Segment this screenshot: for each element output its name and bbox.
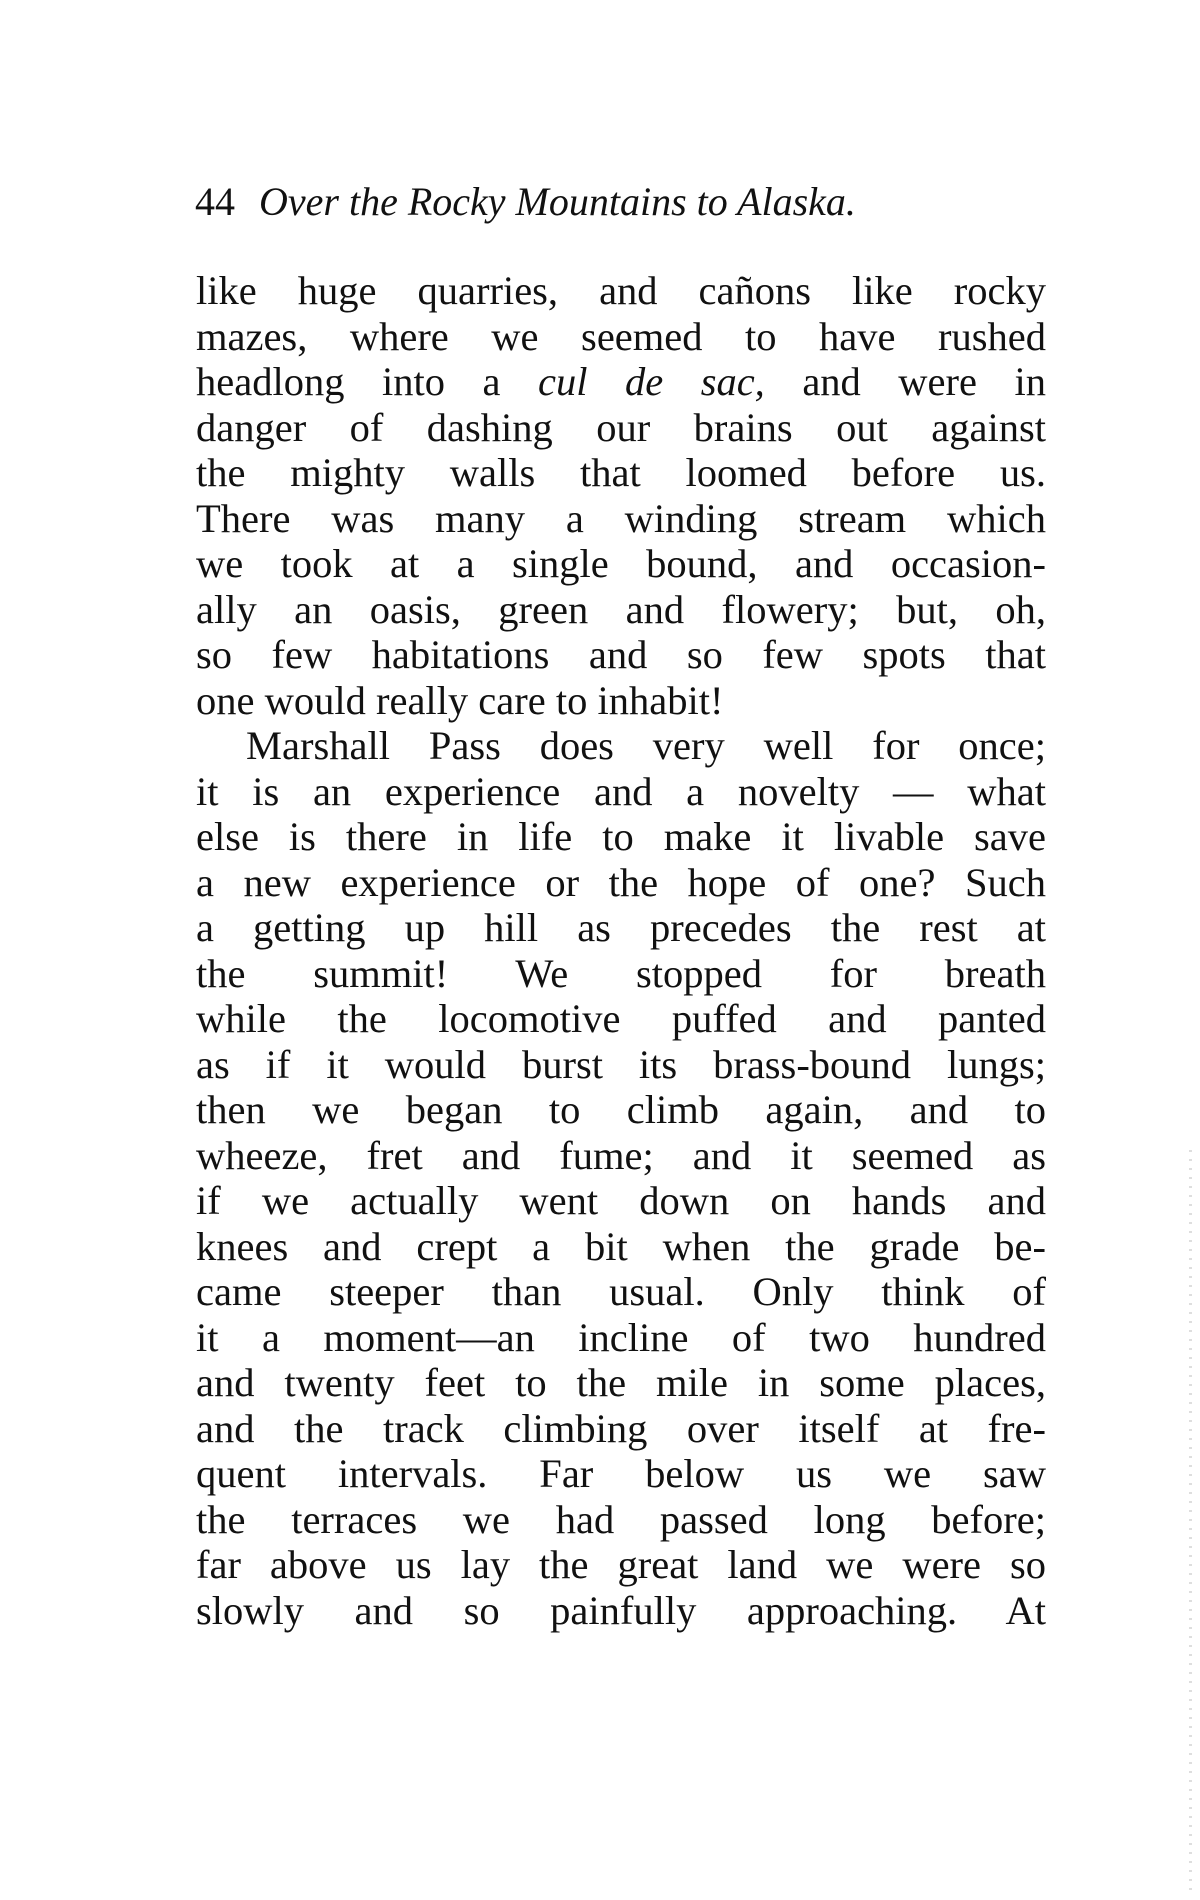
text-line: slowly and so painfully approaching. At	[196, 1587, 1046, 1633]
text-line: knees and crept a bit when the grade be-	[196, 1223, 1046, 1269]
text-line: mazes, where we seemed to have rushed	[196, 313, 1046, 359]
running-header	[195, 176, 856, 228]
text-line	[196, 359, 1046, 405]
text-line: if we actually went down on hands and	[196, 1178, 1046, 1223]
page-number: 44	[195, 179, 235, 224]
text-line: the terraces we had passed long before;	[196, 1496, 1046, 1542]
text-line: wheeze, fret and fume; and it seemed as	[196, 1132, 1046, 1178]
italic-phrase: cul de sac,	[537, 359, 765, 404]
page-edge-marks	[1189, 1150, 1192, 1890]
text-line: and the track climbing over itself at fre-	[196, 1405, 1046, 1451]
text-line: the mighty walls that loomed before us.	[196, 450, 1046, 495]
text-line: like huge quarries, and cañons like rocky	[196, 268, 1046, 313]
text-line: a getting up hill as precedes the rest at	[196, 905, 1046, 950]
text-line: so few habitations and so few spots that	[196, 632, 1046, 677]
text-line: came steeper than usual. Only think of	[196, 1269, 1046, 1314]
text-line: as if it would burst its brass-bound lungs;	[196, 1041, 1046, 1087]
text-line: far above us lay the great land we were so	[196, 1542, 1046, 1587]
text-line: the summit! We stopped for breath	[196, 950, 1046, 996]
text-line: it a moment—an incline of two hundred	[196, 1314, 1046, 1360]
text-line: and twenty feet to the mile in some places,	[196, 1360, 1046, 1405]
text-line: then we began to climb again, and to	[196, 1087, 1046, 1132]
text-line: while the locomotive puffed and panted	[196, 996, 1046, 1041]
text-line: quent intervals. Far below us we saw	[196, 1451, 1046, 1496]
text-line: it is an experience and a novelty — what	[196, 768, 1046, 814]
text-line: danger of dashing our brains out against	[196, 404, 1046, 450]
text-line: ally an oasis, green and flowery; but, oh,	[196, 586, 1046, 632]
text-line: a new experience or the hope of one? Such	[196, 859, 1046, 905]
running-title: Over the Rocky Mountains to Alaska.	[259, 179, 856, 224]
text-line: else is there in life to make it livable save	[196, 814, 1046, 859]
text-segment: and were in	[802, 359, 1047, 404]
text-line: There was many a winding stream which	[196, 495, 1046, 541]
body-text	[196, 268, 1046, 1633]
paragraph-end-line: one would really care to inhabit!	[196, 677, 724, 723]
paragraph-start-line: Marshall Pass does very well for once;	[246, 723, 1046, 768]
text-segment: headlong into a	[196, 359, 501, 404]
text-line: we took at a single bound, and occasion-	[196, 541, 1046, 586]
